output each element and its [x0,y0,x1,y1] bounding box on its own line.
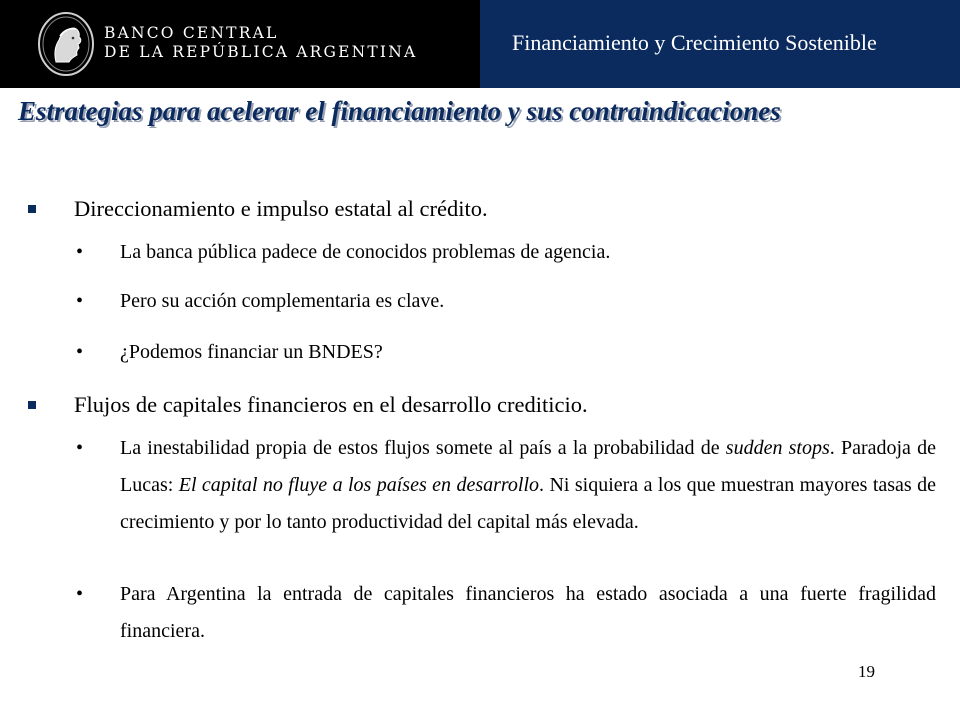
dot-bullet-icon: • [76,241,84,263]
slide-header [0,0,960,88]
section1-heading: Direccionamiento e impulso estatal al crédito. [74,196,488,221]
logo-area [0,0,480,88]
section1-item-text: La banca pública padece de conocidos problemas de agencia. [120,241,611,263]
section1-item-1 [76,234,936,271]
section2-item1-italic2: El capital no fluye a los países en desarrollo [178,474,540,496]
dot-bullet-icon: • [76,437,84,459]
header-title: Financiamiento y Crecimiento Sostenible [512,30,877,55]
section2-item1-part1: La inestabilidad propia de estos flujos somete al país a la probabilidad de [120,437,726,459]
header-title-area [480,0,960,88]
section2-item-1 [76,430,936,541]
section2-item2-text: Para Argentina la entrada de capitales financieros ha estado asociada a una fuerte fragilidad financiera. [120,583,936,642]
page-number: 19 [858,662,875,681]
section1-item-2 [76,283,936,320]
section2-item1-part3: . Ni siquiera a los que muestran mayores tasas de crecimiento y por lo tanto productividad del capital más elevada. [120,474,936,533]
bank-name [104,24,417,62]
dot-bullet-icon: • [76,583,84,605]
section1-item-text: Pero su acción complementaria es clave. [120,290,445,312]
bank-name-line2: DE LA REPÚBLICA ARGENTINA [104,43,418,61]
square-bullet-icon [28,401,36,409]
slide-title: Estrategias para acelerar el financiamiento y sus contraindicaciones [18,96,781,126]
bank-name-line1: BANCO CENTRAL [104,24,279,42]
section1-item-3 [76,334,936,371]
section2-item1-italic1: sudden stops [725,437,830,459]
section2-heading-row [74,392,588,418]
republic-head-seal-icon [36,10,96,78]
section2-item-2 [76,576,936,650]
section2-heading: Flujos de capitales financieros en el desarrollo crediticio. [74,392,588,417]
square-bullet-icon [28,205,36,213]
dot-bullet-icon: • [76,341,84,363]
section2-item1-part2: . Paradoja de Lucas: [120,437,936,496]
section1-item-text: ¿Podemos financiar un BNDES? [120,341,383,363]
dot-bullet-icon: • [76,290,84,312]
section1-heading-row [74,196,488,222]
